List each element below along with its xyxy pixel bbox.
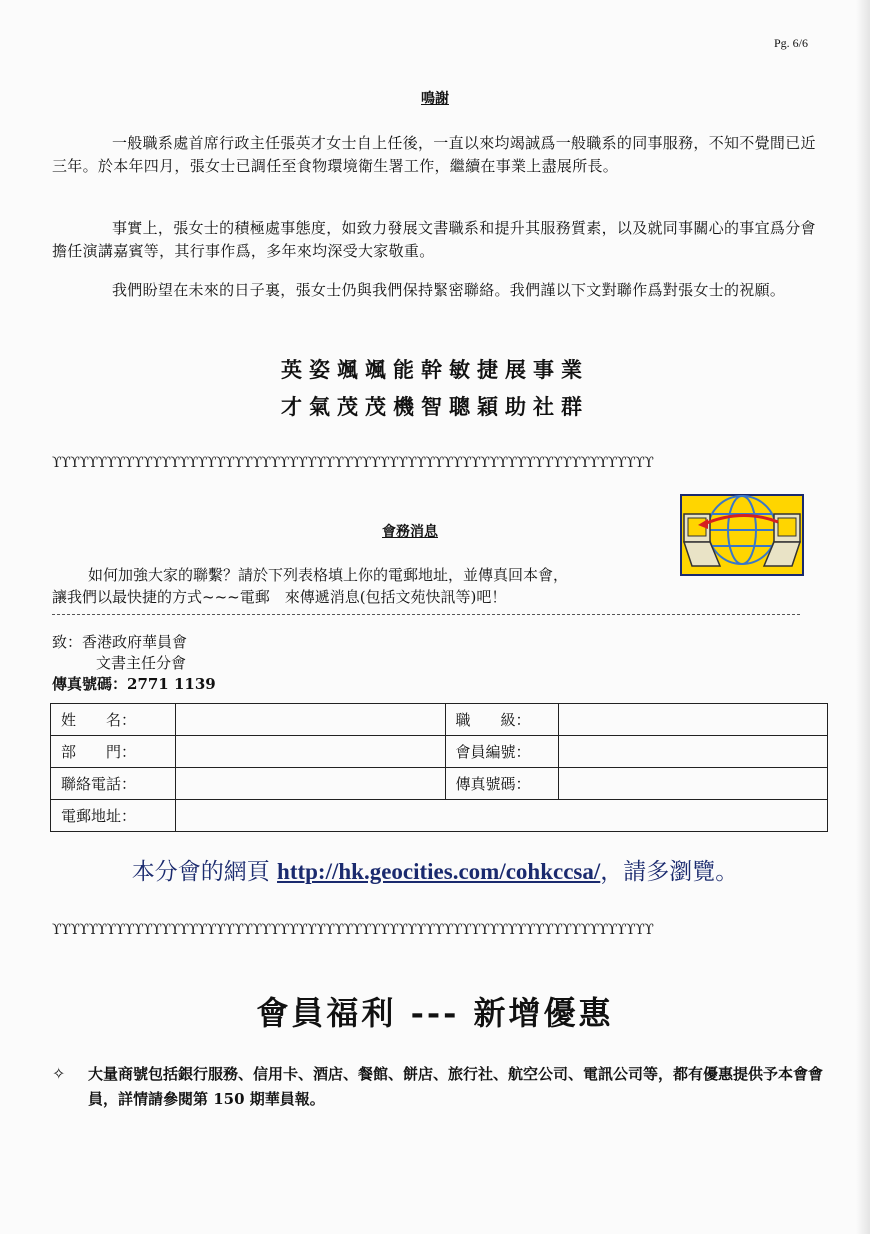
rank-field[interactable]	[558, 704, 828, 736]
news-line-2: 讓我們以最快捷的方式~~~電郵 來傳遞消息(包括文苑快訊等)吧！	[52, 588, 507, 606]
form-row	[51, 736, 828, 768]
name-label: 姓 名：	[51, 704, 176, 736]
dept-label: 部 門：	[51, 736, 176, 768]
address-fax: 傳真號碼：2771 1139	[52, 675, 216, 693]
dept-field[interactable]	[176, 736, 446, 768]
phone-label: 聯絡電話：	[51, 768, 176, 800]
email-registration-form	[50, 703, 828, 832]
cut-line	[52, 614, 800, 615]
page-number: Pg. 6/6	[773, 36, 808, 50]
phone-field[interactable]	[176, 768, 446, 800]
fax-field[interactable]	[558, 768, 828, 800]
couplet-line-1: 英姿颯颯能幹敏捷展事業	[281, 357, 589, 382]
thanks-paragraph-2: 事實上，張女士的積極處事態度，如致力發展文書職系和提升其服務質素，以及就同事關心的事宜爲分會擔任演講嘉賓等，其行事作爲，多年來均深受大家敬重。	[52, 219, 816, 260]
thanks-paragraph-3: 我們盼望在未來的日子裏，張女士仍與我們保持緊密聯絡。我們謹以下文對聯作爲對張女士的祝願。	[112, 281, 786, 299]
thanks-heading: 鳴謝	[421, 91, 449, 107]
rank-label: 職 級：	[445, 704, 558, 736]
email-label: 電郵地址：	[51, 800, 176, 832]
page-edge-shadow	[856, 0, 870, 1234]
form-row	[51, 768, 828, 800]
thanks-paragraph-1: 一般職系處首席行政主任張英才女士自上任後，一直以來均竭誠爲一般職系的同事服務，不知不覺間已近三年。於本年四月，張女士已調任至食物環境衛生署工作，繼續在事業上盡展所長。	[52, 134, 816, 175]
member-no-field[interactable]	[558, 736, 828, 768]
website-link[interactable]: http://hk.geocities.com/cohkccsa/	[277, 859, 601, 884]
website-line	[0, 853, 870, 886]
address-to: 致：香港政府華員會	[52, 633, 188, 651]
fax-label: 傳真號碼：	[445, 768, 558, 800]
ornament-divider: ϒϒϒϒϒϒϒϒϒϒϒϒϒϒϒϒϒϒϒϒϒϒϒϒϒϒϒϒϒϒϒϒϒϒϒϒϒϒϒϒϒϒϒϒϒϒϒϒϒϒϒϒϒϒϒϒϒϒϒϒϒϒϒϒϒϒ	[52, 455, 654, 471]
form-row	[51, 704, 828, 736]
news-line-1: 如何加強大家的聯繫？請於下列表格填上你的電郵地址，並傳真回本會，	[88, 566, 569, 584]
name-field[interactable]	[176, 704, 446, 736]
address-branch: 文書主任分會	[96, 654, 187, 672]
bullet-icon: ✧	[52, 1064, 66, 1083]
benefits-title: 會員福利 --- 新增優惠	[256, 994, 614, 1032]
couplet-line-2: 才氣茂茂機智聰穎助社群	[281, 394, 589, 419]
benefits-text: 大量商號包括銀行服務、信用卡、酒店、餐館、餅店、旅行社、航空公司、電訊公司等，都有優惠提供予本會會員，詳情請參閱第 150 期華員報。	[88, 1065, 824, 1108]
website-prefix: 本分會的網頁	[131, 859, 278, 885]
member-no-label: 會員編號：	[445, 736, 558, 768]
news-heading: 會務消息	[382, 524, 438, 540]
email-field[interactable]	[176, 800, 828, 832]
form-row	[51, 800, 828, 832]
website-suffix: ，請多瀏覽。	[600, 859, 739, 885]
ornament-divider: ϒϒϒϒϒϒϒϒϒϒϒϒϒϒϒϒϒϒϒϒϒϒϒϒϒϒϒϒϒϒϒϒϒϒϒϒϒϒϒϒϒϒϒϒϒϒϒϒϒϒϒϒϒϒϒϒϒϒϒϒϒϒϒϒϒϒ	[52, 922, 654, 938]
